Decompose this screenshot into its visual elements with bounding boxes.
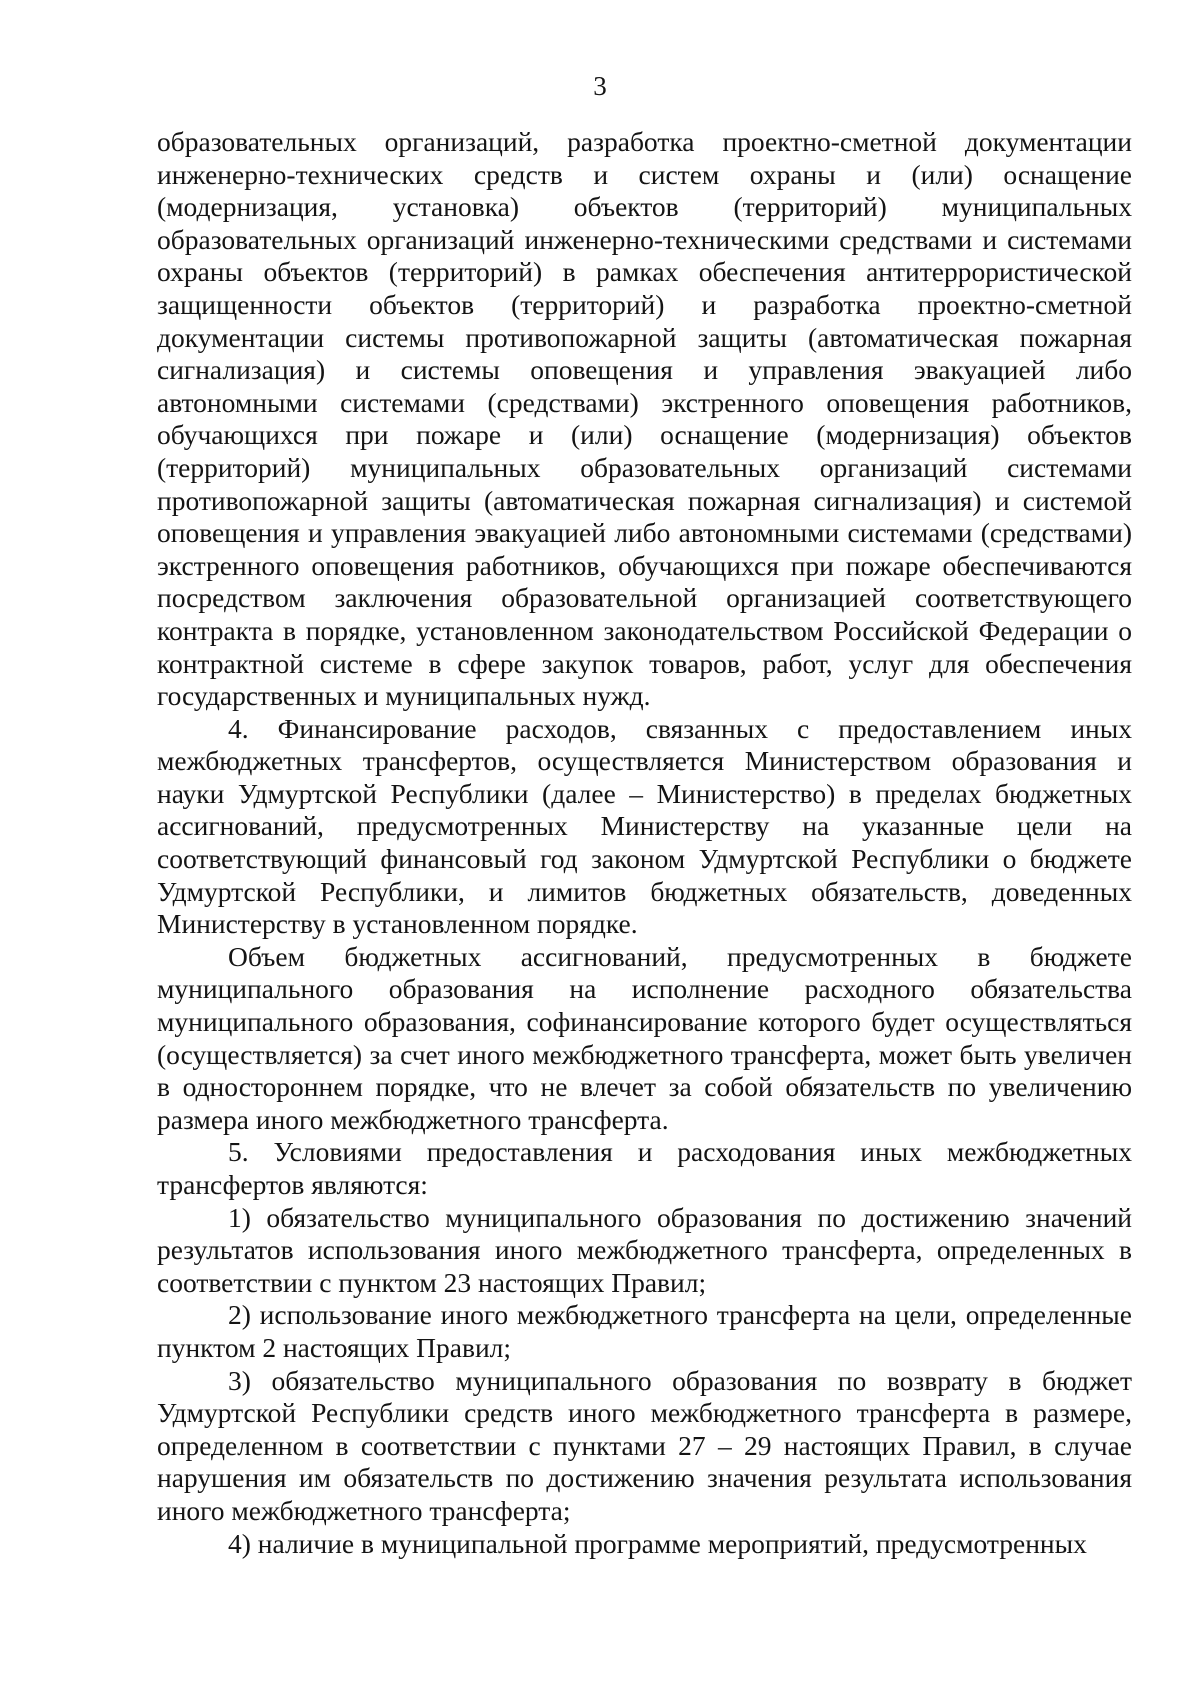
subitem-2: 2) использование иного межбюджетного трансферта на цели, определенные пунктом 2 настоящих Правил; — [157, 1299, 1132, 1363]
subitem-3: 3) обязательство муниципального образования по возврату в бюджет Удмуртской Республики средств иного межбюджетного трансферта в размере, определенном в соответствии с пунктами 27 – 29 настоящих Правил, в случае нарушения им обязательств по достижению значения результата использования иного межбюджетного трансферта; — [157, 1364, 1132, 1526]
subitem-1: 1) обязательство муниципального образования по достижению значений результатов использования иного межбюджетного трансферта, определенных в соответствии с пунктом 23 настоящих Правил; — [157, 1201, 1132, 1298]
document-body — [157, 126, 1132, 1560]
paragraph-item-4: 4. Финансирование расходов, связанных с предоставлением иных межбюджетных трансфертов, осуществляется Министерством образования и науки Удмуртской Республики (далее – Министерство) в пределах бюджетных ассигнований, предусмотренных Министерству на указанные цели на соответствующий финансовый год законом Удмуртской Республики о бюджете Удмуртской Республики, и лимитов бюджетных обязательств, доведенных Министерству в установленном порядке. — [157, 712, 1132, 940]
paragraph-continuation: образовательных организаций, разработка проектно-сметной документации инженерно-технических средств и систем охраны и (или) оснащение (модернизация, установка) объектов (территорий) муниципальных образовательных организаций инженерно-техническими средствами и системами охраны объектов (территорий) в рамках обеспечения антитеррористической защищенности объектов (территорий) и разработка проектно-сметной документации системы противопожарной защиты (автоматическая пожарная сигнализация) и системы оповещения и управления эвакуацией либо автономными системами (средствами) экстренного оповещения работников, обучающихся при пожаре и (или) оснащение (модернизация) объектов (территорий) муниципальных образовательных организаций системами противопожарной защиты (автоматическая пожарная сигнализация) и системой оповещения и управления эвакуацией либо автономными системами (средствами) экстренного оповещения работников, обучающихся при пожаре обеспечиваются посредством заключения образовательной организацией соответствующего контракта в порядке, установленном законодательством Российской Федерации о контрактной системе в сфере закупок товаров, работ, услуг для обеспечения государственных и муниципальных нужд. — [157, 126, 1132, 712]
paragraph-item-5: 5. Условиями предоставления и расходования иных межбюджетных трансфертов являются: — [157, 1136, 1132, 1200]
paragraph-budget-volume: Объем бюджетных ассигнований, предусмотренных в бюджете муниципального образования на исполнение расходного обязательства муниципального образования, софинансирование которого будет осуществляться (осуществляется) за счет иного межбюджетного трансферта, может быть увеличен в одностороннем порядке, что не влечет за собой обязательств по увеличению размера иного межбюджетного трансферта. — [157, 940, 1132, 1135]
subitem-4: 4) наличие в муниципальной программе мероприятий, предусмотренных — [228, 1527, 1087, 1559]
page-number: 3 — [593, 71, 607, 101]
